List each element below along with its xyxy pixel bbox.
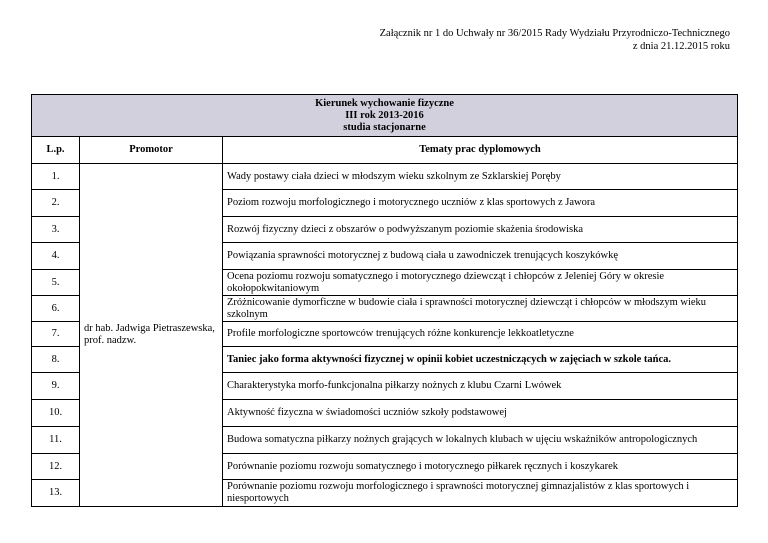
row-number: 6. (32, 296, 80, 322)
topic-cell: Porównanie poziomu rozwoju somatycznego i motorycznego piłkarek ręcznych i koszykarek (223, 454, 738, 480)
topic-cell: Poziom rozwoju morfologicznego i motorycznego uczniów z klas sportowych z Jawora (223, 190, 738, 217)
topic-cell: Aktywność fizyczna w świadomości uczniów szkoły podstawowej (223, 400, 738, 427)
column-header-topics: Tematy prac dyplomowych (223, 137, 738, 164)
row-number: 7. (32, 322, 80, 347)
table-title-line1: Kierunek wychowanie fizyczne (315, 97, 454, 109)
topic-cell: Charakterystyka morfo-funkcjonalna piłkarzy nożnych z klubu Czarni Lwówek (223, 373, 738, 400)
row-number: 1. (32, 164, 80, 190)
attachment-note (310, 27, 730, 53)
topic-cell: Porównanie poziomu rozwoju morfologicznego i sprawności motorycznej gimnazjalistów z klas sportowych i niesportowych (223, 480, 738, 507)
topic-cell: Profile morfologiczne sportowców trenujących różne konkurencje lekkoatletyczne (223, 322, 738, 347)
row-number: 9. (32, 373, 80, 400)
row-number: 4. (32, 243, 80, 270)
column-header-lp: L.p. (32, 137, 80, 164)
column-header-promotor: Promotor (80, 137, 223, 164)
topic-cell: Powiązania sprawności motorycznej z budową ciała u zawodniczek trenujących koszykówkę (223, 243, 738, 270)
row-number: 10. (32, 400, 80, 427)
thesis-topics-table (31, 94, 738, 507)
table-title-line3: studia stacjonarne (343, 121, 426, 133)
topic-cell: Ocena poziomu rozwoju somatycznego i motorycznego dziewcząt i chłopców z Jeleniej Góry w okresie okołopokwitaniowym (223, 270, 738, 296)
table-row (32, 164, 738, 190)
topic-cell: Budowa somatyczna piłkarzy nożnych grających w lokalnych klubach w ujęciu wskaźników antropologicznych (223, 427, 738, 454)
topic-cell: Zróżnicowanie dymorficzne w budowie ciała i sprawności motorycznej dziewcząt i chłopców w młodszym wieku szkolnym (223, 296, 738, 322)
topic-cell: Wady postawy ciała dzieci w młodszym wieku szkolnym ze Szklarskiej Poręby (223, 164, 738, 190)
attachment-note-line1: Załącznik nr 1 do Uchwały nr 36/2015 Rady Wydziału Przyrodniczo-Technicznego (379, 28, 730, 39)
promotor-cell (80, 164, 223, 507)
row-number: 13. (32, 480, 80, 507)
promotor-name: dr hab. Jadwiga Pietraszewska, (84, 323, 215, 334)
row-number: 11. (32, 427, 80, 454)
row-number: 12. (32, 454, 80, 480)
table-title-line2: III rok 2013-2016 (345, 109, 424, 121)
row-number: 2. (32, 190, 80, 217)
topic-cell: Taniec jako forma aktywności fizycznej w opinii kobiet uczestniczących w zajęciach w szkole tańca. (223, 347, 738, 373)
table-title (32, 95, 738, 137)
attachment-note-line2: z dnia 21.12.2015 roku (632, 41, 730, 52)
row-number: 8. (32, 347, 80, 373)
topic-cell: Rozwój fizyczny dzieci z obszarów o podwyższanym poziomie skażenia środowiska (223, 217, 738, 243)
row-number: 3. (32, 217, 80, 243)
promotor-title: prof. nadzw. (84, 335, 137, 346)
row-number: 5. (32, 270, 80, 296)
